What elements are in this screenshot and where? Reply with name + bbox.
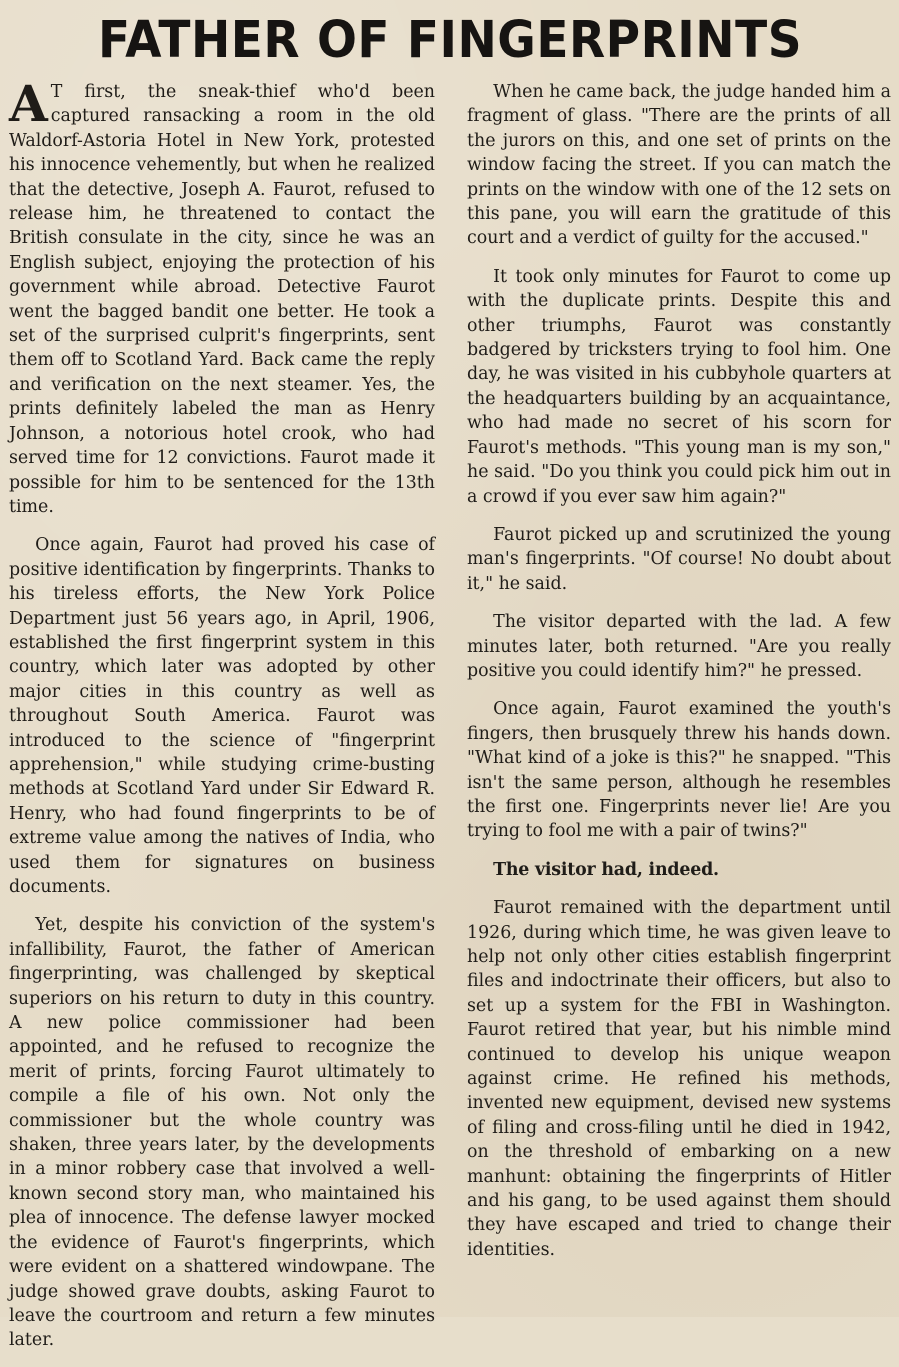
left-column	[9, 74, 435, 1367]
paragraph: It took only minutes for Faurot to come up with the duplicate prints. Despite this and other triumphs, Faurot was constantly badgered by tricksters trying to fool him. One day, he was visited in his cubbyhole quarters at the headquarters building by an acquaintance, who had made no secret of his scorn for Faurot's methods. "This young man is my son," he said. "Do you think you could pick him out in a crowd if you ever saw him again?"	[467, 266, 891, 507]
paragraph: Yet, despite his conviction of the system's infallibility, Faurot, the father of American fingerprinting, was challenged by skeptical superiors on his return to duty in this country. A new police commissioner had been appointed, and he refused to recognize the merit of prints, forcing Faurot ultimately to compile a file of his own. Not only the commissioner but the whole country was shaken, three years later, by the developments in a minor robbery case that involved a well-known second story man, who maintained his plea of innocence. The defense lawyer mocked the evidence of Faurot's fingerprints, which were evident on a shattered windowpane. The judge showed grave doubts, asking Faurot to leave the courtroom and return a few minutes later.	[9, 915, 435, 1351]
paragraph: Once again, Faurot examined the youth's fingers, then brusquely threw his hands down. "What kind of a joke is this?" he snapped. "This isn't the same person, although he resembles the first one. Fingerprints never lie! Are you trying to fool me with a pair of twins?"	[467, 699, 891, 842]
paragraph: When he came back, the judge handed him a fragment of glass. "There are the prints of all the jurors on this, and one set of prints on the window facing the street. If you can match the prints on the window with one of the 12 sets on this pane, you will earn the gratitude of this court and a verdict of guilty for the accused."	[467, 82, 891, 249]
paragraph: The visitor had, indeed.	[493, 859, 719, 880]
right-column	[467, 80, 891, 1367]
article-title: FATHER OF FINGERPRINTS	[97, 10, 803, 70]
paragraph: Faurot remained with the department until 1926, during which time, he was given leave to help not only other cities establish fingerprint files and indoctrinate their officers, but also to set up a system for the FBI in Washington. Faurot retired that year, but his nimble mind continued to develop his unique weapon against crime. He refined his methods, invented new equipment, devised new systems of filing and cross-filing until he died in 1942, on the threshold of embarking on a new manhunt: obtaining the fingerprints of Hitler and his gang, to be used against them should they have escaped and tried to change their identities.	[467, 898, 891, 1260]
paragraph: Faurot picked up and scrutinized the young man's fingerprints. "Of course! No doubt about it," he said.	[467, 524, 891, 594]
paragraph: Once again, Faurot had proved his case of positive identification by fingerprints. Thanks to his tireless efforts, the New York Police Department just 56 years ago, in April, 1906, established the first fingerprint system in this country, which later was adopted by other major cities in this country as well as throughout South America. Faurot was introduced to the science of "fingerprint apprehension," while studying crime-busting methods at Scotland Yard under Sir Edward R. Henry, who had found fingerprints to be of extreme value among the natives of India, who used them for signatures on business documents.	[9, 535, 435, 897]
paragraph: The visitor departed with the lad. A few minutes later, both returned. "Are you really positive you could identify him?" he pressed.	[467, 612, 891, 681]
article-columns	[9, 74, 891, 1367]
paragraph: AT first, the sneak-thief who'd been captured ransacking a room in the old Waldorf-Astoria Hotel in New York, protested his innocence vehemently, but when he realized that the detective, Joseph A. Faurot, refused to release him, he threatened to contact the British consulate in the city, since he was an English subject, enjoying the protection of his government while abroad. Detective Faurot went the bagged bandit one better. He took a set of the surprised culprit's fingerprints, sent them off to Scotland Yard. Back came the reply and verification on the next steamer. Yes, the prints definitely labeled the man as Henry Johnson, a notorious hotel crook, who had served time for 12 convictions. Faurot made it possible for him to be sentenced for the 13th time.	[9, 74, 435, 517]
